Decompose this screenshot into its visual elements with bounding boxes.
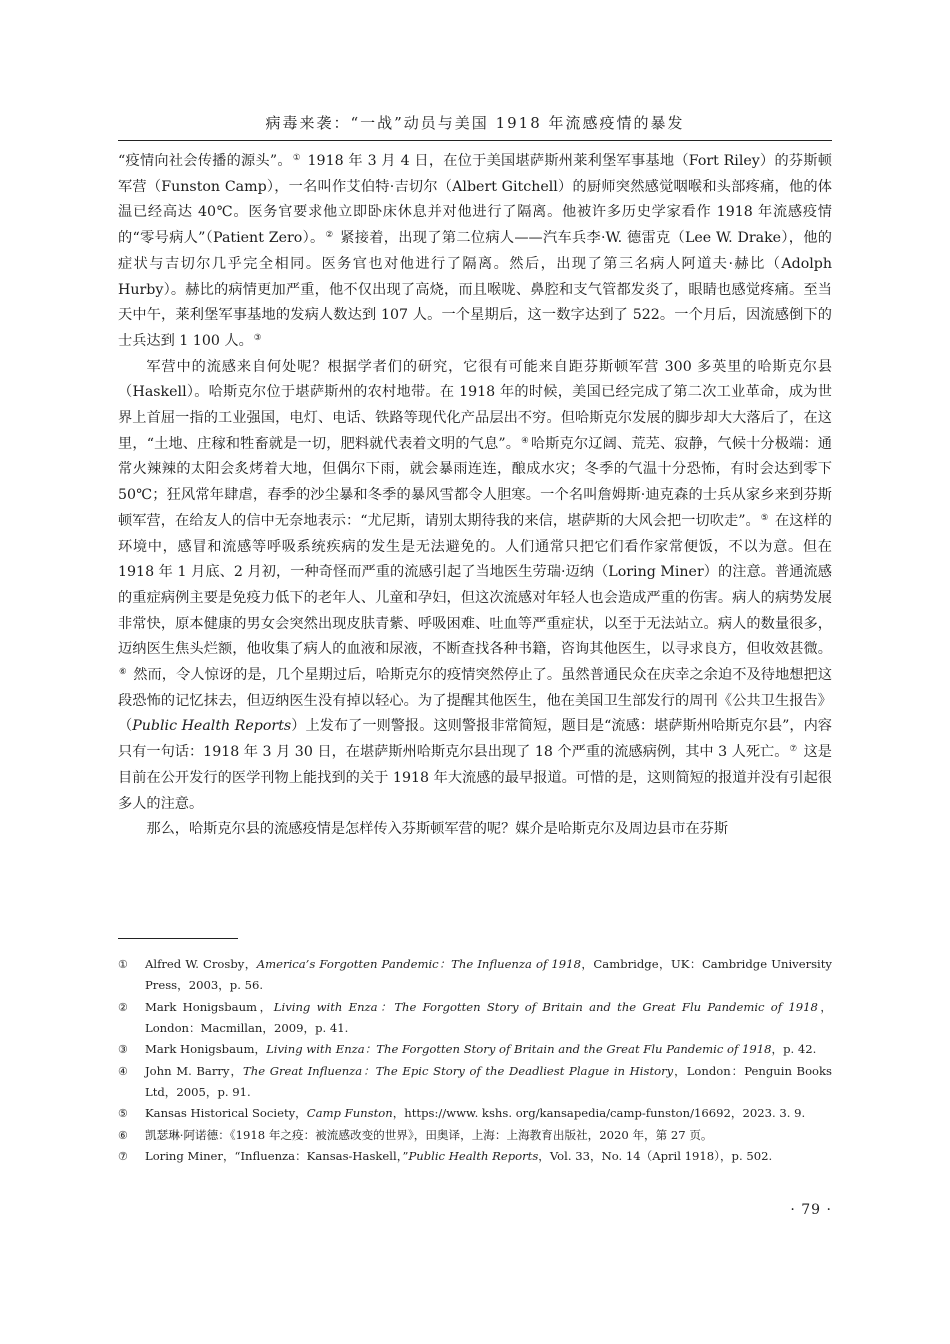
footnote-ref-7[interactable]: ⑦: [789, 744, 798, 755]
footnote-ref-2[interactable]: ②: [325, 230, 334, 241]
paragraph-1: [118, 149, 832, 355]
main-text: [118, 149, 832, 843]
text-run: “疫情向社会传播的源头”。: [118, 153, 292, 169]
paragraph-2: [118, 355, 832, 818]
footnote-text: Kansas Historical Society，Camp Funston，https://www. kshs. org/kansapedia/camp-funston/16692，2023. 3. 9.: [145, 1106, 806, 1120]
footnotes: [118, 954, 832, 1168]
footnote-ref-1[interactable]: ①: [292, 153, 301, 163]
text-run: 然而，令人惊讶的是，几个星期过后，哈斯克尔的疫情突然停止了。虽然普通民众在庆幸之余迫不及待地想把这段恐怖的记忆抹去，但迈纳医生没有掉以轻心。为了提醒其他医生，他在美国卫生部发行的周刊《公共卫生报告》（: [118, 667, 833, 735]
footnote-3: [118, 1039, 832, 1060]
running-header: 病毒来袭：“一战”动员与美国 1918 年流感疫情的暴发: [265, 114, 685, 132]
footnote-ref-6[interactable]: ⑥: [119, 667, 127, 678]
footnote-number: ③: [118, 1043, 128, 1056]
footnote-2: [118, 997, 832, 1039]
paragraph-3: 那么，哈斯克尔县的流感疫情是怎样传入芬斯顿军营的呢？媒介是哈斯克尔及周边县市在芬斯: [146, 821, 729, 838]
text-run: 1918 年 3 月 4 日，在位于美国堪萨斯州莱利堡军事基地（Fort Riley）的芬斯顿军营（Funston Camp），一名叫作艾伯特·吉切尔（Albert Gitchell）的厨师突然感觉咽喉和头部疼痛，他的体温已经高达 40℃。医务官要求他立即卧床休息并对他进行了隔离。他被许多历史学家看作 1918 年流感疫情的“零号病人”（Patient Zero）。: [118, 153, 832, 247]
footnote-number: ⑦: [118, 1150, 128, 1163]
footnote-text: Loring Miner，“Influenza：Kansas-Haskell，”Public Health Reports，Vol. 33，No. 14（April 1918），p. 502.: [145, 1149, 773, 1163]
footnote-5: [118, 1103, 832, 1124]
footnote-number: ②: [118, 1000, 128, 1014]
footnote-text: 凯瑟琳·阿诺德：《1918 年之疫：被流感改变的世界》，田奥译，上海：上海教育出版社，2020 年，第 27 页。: [145, 1127, 713, 1142]
text-run: 这是目前在公开发行的医学刊物上能找到的关于 1918 年大流感的最早报道。可惜的是，这则简短的报道并没有引起很多人的注意。: [118, 744, 832, 812]
footnote-number: ⑥: [118, 1128, 128, 1142]
footnote-4: [118, 1061, 832, 1103]
text-run: ）上发布了一则警报。这则警报非常简短，题目是“流感：堪萨斯州哈斯克尔县”，内容只有一句话：1918 年 3 月 30 日，在堪萨斯州哈斯克尔县出现了 18 个严重的流感病例，其中 3 人死亡。: [118, 718, 832, 761]
text-run: 军营中的流感来自何处呢？根据学者们的研究，它很有可能来自距芬斯顿军营 300 多英里的哈斯克尔县（Haskell）。哈斯克尔位于堪萨斯州的农村地带。在 1918 年的时候，美国已经完成了第二次工业革命，成为世界上首屈一指的工业强国，电灯、电话、铁路等现代化产品层出不穷。但哈斯克尔发展的脚步却大大落后了，在这里，“土地、庄稼和牲畜就是一切，肥料就代表着文明的气息”。: [118, 358, 832, 452]
footnote-1: [118, 954, 832, 996]
footnote-ref-3[interactable]: ③: [253, 332, 262, 343]
text-run: 紧接着，出现了第二位病人——汽车兵李·W. 德雷克（Lee W. Drake），他的症状与吉切尔几乎完全相同。医务官也对他进行了隔离。然后，出现了第三名病人阿道夫·赫比（Adolph Hurby）。赫比的病情更加严重，他不仅出现了高烧，而且喉咙、鼻腔和支气管都发炎了，眼睛也感觉疼痛。至当天中午，莱利堡军事基地的发病人数达到 107 人。一个星期后，这一数字达到了 522。一个月后，因流感倒下的士兵达到 1 100 人。: [118, 230, 832, 349]
footnote-text: John M. Barry，The Great Influenza：The Epic Story of the Deadliest Plague in History，London：Penguin Books Ltd，2005，p. 91.: [145, 1063, 833, 1099]
footnote-number: ④: [118, 1064, 128, 1078]
text-run: 在这样的环境中，感冒和流感等呼吸系统疾病的发生是无法避免的。人们通常只把它们看作家常便饭，不以为意。但在 1918 年 1 月底、2 月初，一种奇怪而严重的流感引起了当地医生劳瑞·迈纳（Loring Miner）的注意。普通流感的重症病例主要是免疫力低下的老年人、儿童和孕妇，但这次流感对年轻人也会造成严重的伤害。病人的病势发展非常快，原本健康的男女会突然出现皮肤青紫、呼吸困难、吐血等严重症状，以至于无法站立。病人的数量很多，迈纳医生焦头烂额，他收集了病人的血液和尿液，不断查找各种书籍，咨询其他医生，以寻求良方，但收效甚微。: [118, 512, 832, 658]
footnote-text: Mark Honigsbaum，Living with Enza：The Forgotten Story of Britain and the Great Flu Pandemic of 1918，London：Macmillan，2009，p. 41.: [145, 999, 832, 1035]
page-number: · 79 ·: [790, 1202, 832, 1218]
journal-title: Public Health Reports: [132, 718, 292, 735]
footnote-rule: [118, 938, 238, 939]
footnote-text: Mark Honigsbaum，Living with Enza：The Forgotten Story of Britain and the Great Flu Pandemic of 1918，p. 42.: [145, 1042, 817, 1056]
footnote-7: [118, 1146, 832, 1167]
footnote-ref-4[interactable]: ④: [521, 435, 529, 446]
header-rule: [118, 140, 832, 141]
footnote-6: [118, 1125, 832, 1146]
text-run: 哈斯克尔辽阔、荒芜、寂静，气候十分极端：通常火辣辣的太阳会炙烤着大地，但偶尔下雨，就会暴雨连连，酿成水灾；冬季的气温十分恐怖，有时会达到零下 50℃；狂风常年肆虐，春季的沙尘暴和冬季的暴风雪都令人胆寒。一个名叫詹姆斯·迪克森的士兵从家乡来到芬斯顿军营，在给友人的信中无奈地表示：“尤尼斯，请别太期待我的来信，堪萨斯的大风会把一切吹走”。: [118, 435, 832, 529]
footnote-text: Alfred W. Crosby，America’s Forgotten Pandemic：The Influenza of 1918，Cambridge，UK：Cambridge University Press，2003，p. 56.: [145, 957, 832, 992]
footnote-ref-5[interactable]: ⑤: [760, 512, 769, 523]
footnote-number: ⑤: [118, 1107, 128, 1120]
footnote-number: ①: [118, 958, 128, 971]
